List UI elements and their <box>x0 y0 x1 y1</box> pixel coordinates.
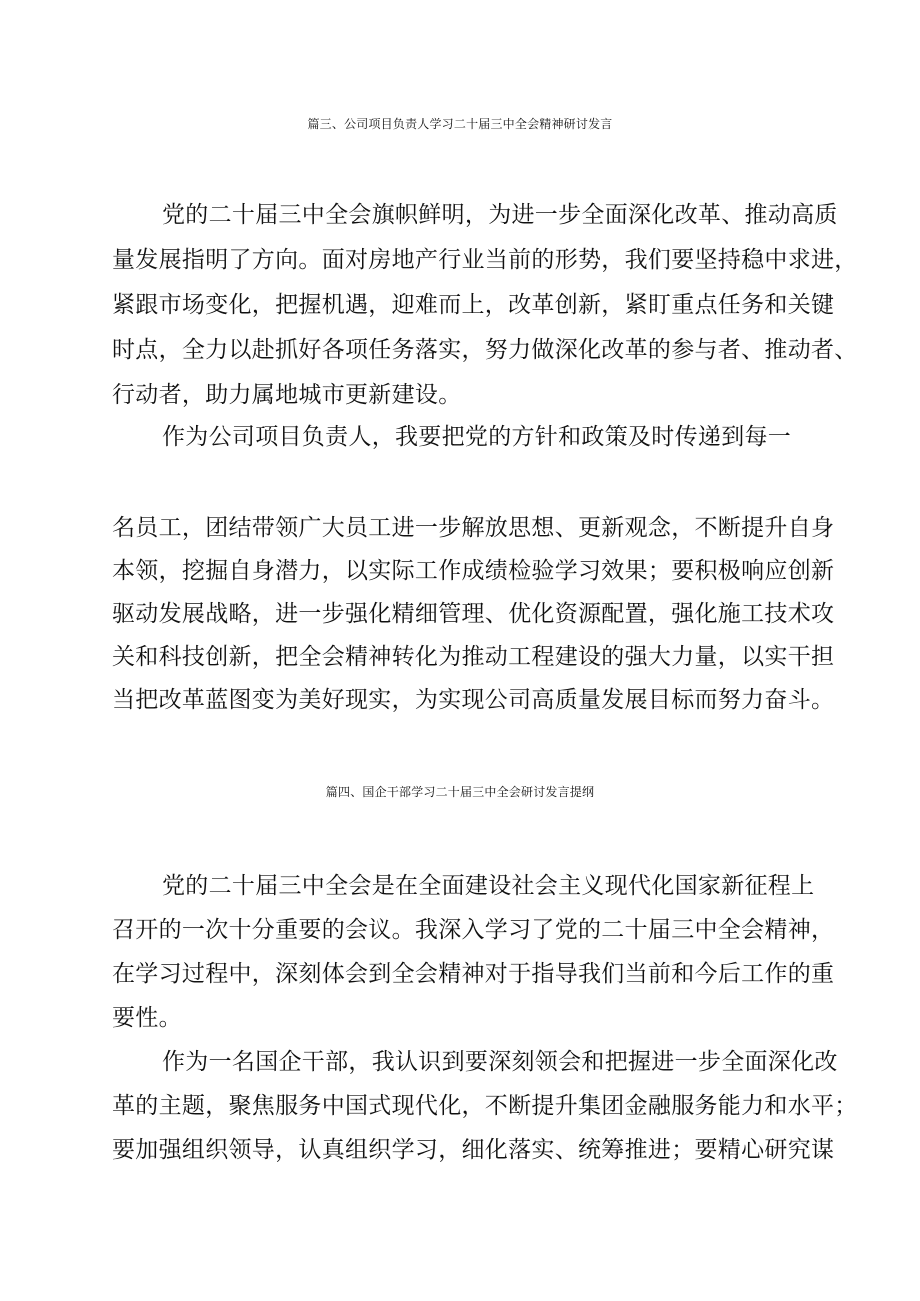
section4-title: 篇四、国企干部学习二十届三中全会研讨发言提纲 <box>325 785 595 799</box>
section4-p2-line2: 革的主题，聚焦服务中国式现代化，不断提升集团金融服务能力和水平； <box>112 1093 858 1119</box>
section4-p1-line1: 党的二十届三中全会是在全面建设社会主义现代化国家新征程上 <box>162 873 815 899</box>
section3-p2-line5: 关和科技创新，把全会精神转化为推动工程建设的强大力量，以实干担 <box>112 644 835 670</box>
section4-p2-line1: 作为一名国企干部，我认识到要深刻领会和把握进一步全面深化改 <box>162 1049 838 1075</box>
section3-p1-line2: 量发展指明了方向。面对房地产行业当前的形势，我们要坚持稳中求进， <box>112 247 858 273</box>
section3-p2-line2: 名员工，团结带领广大员工进一步解放思想、更新观念，不断提升自身 <box>112 515 835 541</box>
section3-p1-line1: 党的二十届三中全会旗帜鲜明，为进一步全面深化改革、推动高质 <box>162 202 838 228</box>
section3-p2-line1: 作为公司项目负责人，我要把党的方针和政策及时传递到每一 <box>162 424 792 450</box>
section4-p2-line3: 要加强组织领导，认真组织学习，细化落实、统筹推进；要精心研究谋 <box>112 1137 835 1163</box>
section3-p2-line6: 当把改革蓝图变为美好现实，为实现公司高质量发展目标而努力奋斗。 <box>112 687 835 713</box>
section4-p1-line4: 要性。 <box>112 1005 182 1031</box>
section3-title: 篇三、公司项目负责人学习二十届三中全会精神研讨发言 <box>307 117 613 131</box>
section4-p1-line2: 召开的一次十分重要的会议。我深入学习了党的二十届三中全会精神， <box>112 917 835 943</box>
section3-p1-line4: 时点，全力以赴抓好各项任务落实，努力做深化改革的参与者、推动者、 <box>112 337 858 363</box>
section3-p1-line3: 紧跟市场变化，把握机遇，迎难而上，改革创新，紧盯重点任务和关键 <box>112 292 835 318</box>
section3-p2-line4: 驱动发展战略，进一步强化精细管理、优化资源配置，强化施工技术攻 <box>112 601 835 627</box>
section3-p2-line3: 本领，挖掘自身潜力，以实际工作成绩检验学习效果；要积极响应创新 <box>112 558 835 584</box>
section3-p1-line5: 行动者，助力属地城市更新建设。 <box>112 382 462 408</box>
section4-p1-line3: 在学习过程中，深刻体会到全会精神对于指导我们当前和今后工作的重 <box>112 961 835 987</box>
